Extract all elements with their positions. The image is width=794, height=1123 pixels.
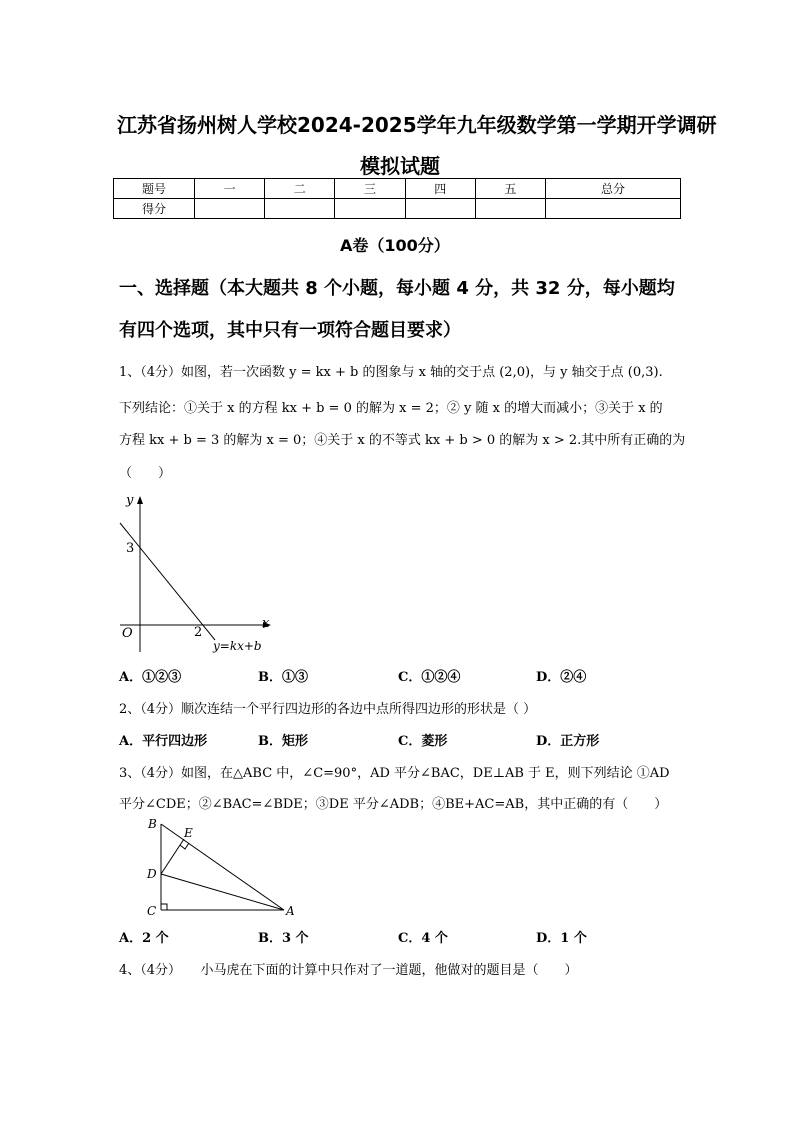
q3-text-line-1: 3、（4分）如图，在△ABC 中，∠C=90°，AD 平分∠BAC，DE⊥AB 于 E，则下列结论 ①AD	[119, 766, 670, 781]
segment-de	[161, 839, 184, 874]
table-cell: 四	[405, 179, 475, 199]
table-cell-empty	[405, 199, 475, 219]
score-table-score-row	[114, 199, 681, 219]
table-cell-empty	[195, 199, 265, 219]
q3-options	[119, 927, 587, 946]
label-e: E	[184, 826, 193, 840]
table-cell: 三	[335, 179, 405, 199]
q3-triangle-figure	[140, 815, 300, 923]
table-cell: 二	[265, 179, 335, 199]
table-cell: 总分	[546, 179, 681, 199]
y-axis-arrow	[137, 496, 143, 504]
q2-text: 2、（4分）顺次连结一个平行四边形的各边中点所得四边形的形状是（ ）	[119, 702, 537, 717]
score-table-header-row	[114, 179, 681, 199]
section-1-heading-line-1: 一、选择题（本大题共 8 个小题，每小题 4 分，共 32 分，每小题均	[119, 278, 675, 299]
q1-function-graph	[112, 490, 282, 660]
q1-option-d[interactable]: D．②④	[536, 670, 587, 685]
x-axis-label: x	[262, 616, 270, 631]
q1-option-a[interactable]: A．①②③	[119, 670, 182, 685]
label-d: D	[147, 867, 157, 881]
x-intercept-label: 2	[194, 625, 203, 640]
label-a: A	[286, 904, 295, 918]
q1-option-b[interactable]: B．①③	[258, 670, 308, 685]
table-cell: 得分	[114, 199, 195, 219]
q1-text-line-2: 下列结论：①关于 x 的方程 kx + b = 0 的解为 x = 2；② y 随 x 的增大而减小；③关于 x 的	[119, 401, 663, 416]
q2-option-d[interactable]: D．正方形	[536, 734, 600, 749]
q3-option-b[interactable]: B．3 个	[258, 931, 309, 946]
line-equation-label: y=kx+b	[213, 639, 262, 653]
table-cell-empty	[335, 199, 405, 219]
table-cell: 一	[195, 179, 265, 199]
title-line-1: 江苏省扬州树人学校2024-2025学年九年级数学第一学期开学调研	[117, 113, 717, 137]
segment-ad	[161, 874, 284, 910]
table-cell: 题号	[114, 179, 195, 199]
origin-label: O	[122, 626, 133, 641]
section-1-heading-line-2: 有四个选项，其中只有一项符合题目要求）	[119, 320, 461, 341]
q2-options	[119, 730, 599, 749]
q1-options	[119, 666, 586, 685]
table-cell-empty	[546, 199, 681, 219]
q3-option-c[interactable]: C．4 个	[398, 931, 448, 946]
table-cell-empty	[265, 199, 335, 219]
volume-heading: A卷（100分）	[340, 236, 450, 255]
y-intercept-label: 3	[126, 541, 135, 556]
label-c: C	[147, 904, 157, 918]
q1-text-line-3: 方程 kx + b = 3 的解为 x = 0；④关于 x 的不等式 kx + b > 0 的解为 x > 2.其中所有正确的为	[119, 433, 686, 448]
y-axis-label: y	[126, 493, 134, 508]
q2-option-a[interactable]: A．平行四边形	[119, 734, 208, 749]
table-cell: 五	[475, 179, 545, 199]
q1-text-line-4: （ ）	[119, 466, 172, 481]
q1-text-line-1: 1、（4分）如图，若一次函数 y = kx + b 的图象与 x 轴的交于点 (2,0)，与 y 轴交于点 (0,3).	[119, 365, 663, 380]
q2-option-c[interactable]: C．菱形	[398, 734, 448, 749]
title-line-2: 模拟试题	[360, 154, 440, 178]
q3-option-a[interactable]: A．2 个	[119, 931, 169, 946]
q3-option-d[interactable]: D．1 个	[536, 931, 587, 946]
segment-ab	[161, 824, 284, 910]
q4-text: 4、（4分） 小马虎在下面的计算中只作对了一道题，他做对的题目是（ ）	[119, 963, 578, 978]
right-angle-mark-c	[161, 904, 167, 910]
q2-option-b[interactable]: B．矩形	[258, 734, 308, 749]
q3-text-line-2: 平分∠CDE；②∠BAC=∠BDE；③DE 平分∠ADB；④BE+AC=AB，其中正确的有（ ）	[119, 797, 668, 812]
label-b: B	[148, 817, 157, 831]
table-cell-empty	[475, 199, 545, 219]
score-table	[113, 178, 681, 219]
q1-option-c[interactable]: C．①②④	[398, 670, 461, 685]
